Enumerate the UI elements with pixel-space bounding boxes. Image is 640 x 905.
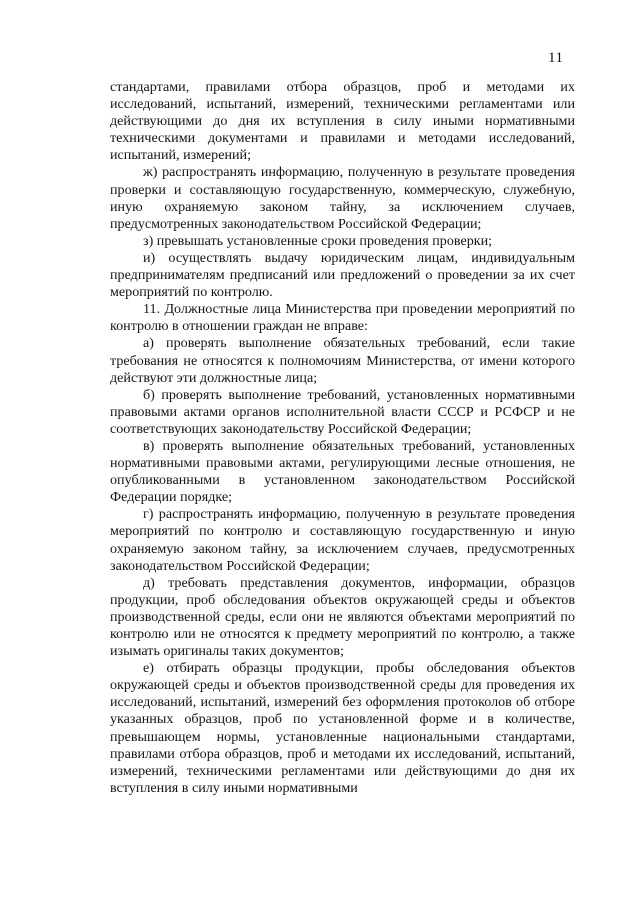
paragraph-item-v: в) проверять выполнение обязательных требований, установленных нормативными правовыми актами, регулирующими лесные отношения, не опубликованными в установленном законодательством Российской Федерации порядке; — [110, 437, 575, 506]
paragraph-clause-11: 11. Должностные лица Министерства при проведении мероприятий по контролю в отношении граждан не вправе: — [110, 301, 575, 335]
body-text — [110, 79, 575, 797]
paragraph-item-zh: ж) распространять информацию, полученную в результате проведения проверки и составляющую государственную, коммерческую, служебную, иную охраняемую законом тайну, за исключением случаев, предусмотренных законодательством Российской Федерации; — [110, 164, 575, 232]
paragraph-item-g: г) распространять информацию, полученную в результате проведения мероприятий по контролю и составляющую государственную и иную охраняемую законом тайну, за исключением случаев, предусмотренных законодательством Российской Федерации; — [110, 506, 575, 574]
page-number: 11 — [548, 50, 564, 66]
paragraph-item-a: а) проверять выполнение обязательных требований, если такие требования не относятся к полномочиям Министерства, от имени которого действуют эти должностные лица; — [110, 335, 575, 386]
paragraph-item-b: б) проверять выполнение требований, установленных нормативными правовыми актами органов исполнительной власти СССР и РСФСР и не соответствующих законодательству Российской Федерации; — [110, 386, 575, 437]
paragraph-continuation: стандартами, правилами отбора образцов, проб и методами их исследований, испытаний, измерений, техническими регламентами или действующими до дня их вступления в силу иными нормативными техническими документами и правилами и методами исследований, испытаний, измерений; — [110, 79, 575, 164]
paragraph-item-e: е) отбирать образцы продукции, пробы обследования объектов окружающей среды и объектов производственной среды для проведения их исследований, испытаний, измерений без оформления протоколов об отборе указанных образцов, проб по установленной форме и в количестве, превышающем нормы, установленные национальными стандартами, правилами отбора образцов, проб и методами их исследований, испытаний, измерений, техническими регламентами или действующими до дня их вступления в силу иными нормативными — [110, 660, 575, 796]
paragraph-item-i: и) осуществлять выдачу юридическим лицам, индивидуальным предпринимателям предписаний или предложений о проведении за их счет мероприятий по контролю. — [110, 249, 575, 301]
paragraph-item-z: з) превышать установленные сроки проведения проверки; — [143, 232, 493, 249]
paragraph-item-d: д) требовать представления документов, информации, образцов продукции, проб обследования объектов окружающей среды и объектов производственной среды, если они не являются объектами мероприятий по контролю или не относятся к предмету мероприятий по контролю, а также изымать оригиналы таких документов; — [110, 574, 575, 660]
